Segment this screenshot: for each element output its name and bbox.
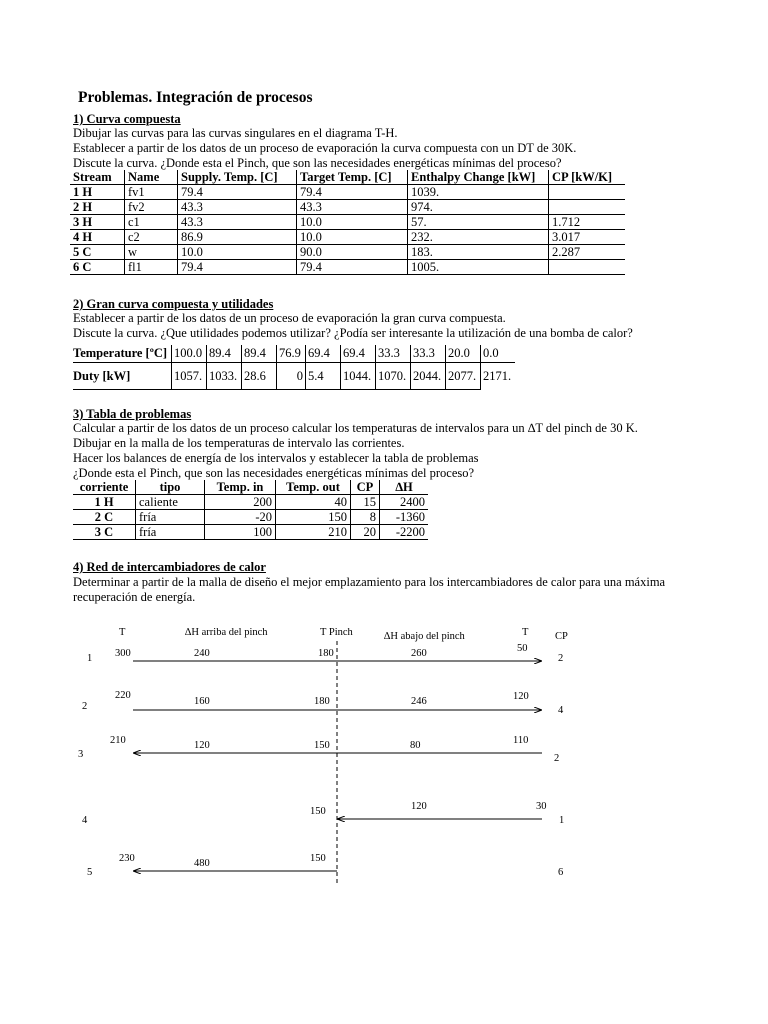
stream-dh-below: 80 bbox=[410, 740, 421, 751]
stream-t-pinch: 150 bbox=[314, 740, 330, 751]
section-1-line: Dibujar las curvas para las curvas singulares en el diagrama T-H. bbox=[73, 126, 398, 140]
table-cell: 2 H bbox=[70, 200, 125, 215]
row-label: Duty [kW] bbox=[73, 363, 172, 390]
col-header: CP [kW/K] bbox=[549, 170, 626, 185]
table-cell: 1044. bbox=[341, 363, 376, 390]
table-cell: 1005. bbox=[408, 260, 549, 275]
table-cell: 183. bbox=[408, 245, 549, 260]
table-cell: 1 H bbox=[70, 185, 125, 200]
table-cell: 76.9 bbox=[277, 345, 306, 363]
grid-header-cp: CP bbox=[555, 631, 568, 642]
col-header: Target Temp. [C] bbox=[297, 170, 408, 185]
col-header: Temp. in bbox=[205, 480, 276, 495]
stream-t-out: 110 bbox=[513, 735, 529, 746]
table-cell: 1070. bbox=[376, 363, 411, 390]
table-cell: 1033. bbox=[207, 363, 242, 390]
table-cell: 1 H bbox=[73, 495, 136, 510]
stream-id: 1 bbox=[87, 653, 93, 664]
col-header: Stream bbox=[70, 170, 125, 185]
grid-header-dh-below: ∆H abajo del pinch bbox=[384, 631, 465, 642]
stream-dh-above: 160 bbox=[194, 696, 210, 707]
section-4-heading: 4) Red de intercambiadores de calor bbox=[73, 560, 266, 574]
stream-id: 5 bbox=[87, 867, 93, 878]
stream-t-pinch: 150 bbox=[310, 806, 326, 817]
table-cell: 10.0 bbox=[297, 215, 408, 230]
table-cell: 2400 bbox=[380, 495, 429, 510]
section-3-heading: 3) Tabla de problemas bbox=[73, 407, 192, 421]
table-cell: 5.4 bbox=[306, 363, 341, 390]
stream-id: 4 bbox=[82, 815, 88, 826]
section-2-line: Discute la curva. ¿Que utilidades podemos utilizar? ¿Podía ser interesante la utilización de una bomba de calor? bbox=[73, 326, 633, 340]
col-header: Supply. Temp. [C] bbox=[178, 170, 297, 185]
stream-dh-below: 120 bbox=[411, 801, 427, 812]
col-header: Name bbox=[125, 170, 178, 185]
table-cell: 43.3 bbox=[297, 200, 408, 215]
table-cell: 1057. bbox=[172, 363, 207, 390]
section-1-heading: 1) Curva compuesta bbox=[73, 112, 181, 126]
col-header: corriente bbox=[73, 480, 136, 495]
table-cell: 89.4 bbox=[242, 345, 277, 363]
col-header: Enthalpy Change [kW] bbox=[408, 170, 549, 185]
section-1-line: Discute la curva. ¿Donde esta el Pinch, que son las necesidades energéticas mínimas del proceso? bbox=[73, 156, 562, 170]
grid-header-t-pinch: T Pinch bbox=[320, 627, 353, 638]
table-cell: 3 C bbox=[73, 525, 136, 540]
stream-cp: 6 bbox=[558, 867, 564, 878]
stream-id: 2 bbox=[82, 701, 88, 712]
table-cell: 86.9 bbox=[178, 230, 297, 245]
stream-t-pinch: 180 bbox=[314, 696, 330, 707]
stream-dh-below: 246 bbox=[411, 696, 427, 707]
col-header: CP bbox=[351, 480, 380, 495]
table-cell: 5 C bbox=[70, 245, 125, 260]
table-cell: c1 bbox=[125, 215, 178, 230]
table-cell: 2 C bbox=[73, 510, 136, 525]
table-cell: 79.4 bbox=[178, 260, 297, 275]
table-cell: fl1 bbox=[125, 260, 178, 275]
table-cell: fv1 bbox=[125, 185, 178, 200]
section-3-line: ¿Donde esta el Pinch, que son las necesidades energéticas mínimas del proceso? bbox=[73, 466, 475, 480]
table-cell: 33.3 bbox=[411, 345, 446, 363]
table-cell: 79.4 bbox=[178, 185, 297, 200]
table-cell: 100.0 bbox=[172, 345, 207, 363]
table-cell: 43.3 bbox=[178, 215, 297, 230]
table-cell: -2200 bbox=[380, 525, 429, 540]
table-cell: 57. bbox=[408, 215, 549, 230]
table-cell: -20 bbox=[205, 510, 276, 525]
col-header: ∆H bbox=[380, 480, 429, 495]
stream-dh-above: 240 bbox=[194, 648, 210, 659]
stream-dh-above: 480 bbox=[194, 858, 210, 869]
section-2-heading: 2) Gran curva compuesta y utilidades bbox=[73, 297, 274, 311]
table-cell: fv2 bbox=[125, 200, 178, 215]
page-title: Problemas. Integración de procesos bbox=[78, 89, 313, 106]
table-cell: 43.3 bbox=[178, 200, 297, 215]
table-cell: 210 bbox=[276, 525, 351, 540]
table-cell: 6 C bbox=[70, 260, 125, 275]
table-cell: 15 bbox=[351, 495, 380, 510]
stream-t-pinch: 180 bbox=[318, 648, 334, 659]
table-cell: 10.0 bbox=[178, 245, 297, 260]
table-cell: -1360 bbox=[380, 510, 429, 525]
table-cell: 33.3 bbox=[376, 345, 411, 363]
table-cell: caliente bbox=[136, 495, 205, 510]
table-cell: 79.4 bbox=[297, 185, 408, 200]
col-header: tipo bbox=[136, 480, 205, 495]
table-cell: 79.4 bbox=[297, 260, 408, 275]
stream-cp: 4 bbox=[558, 705, 564, 716]
table-cell: 0.0 bbox=[481, 345, 516, 363]
table-cell: 40 bbox=[276, 495, 351, 510]
table-cell: fría bbox=[136, 525, 205, 540]
table-cell: c2 bbox=[125, 230, 178, 245]
table-cell: 150 bbox=[276, 510, 351, 525]
table-cell: w bbox=[125, 245, 178, 260]
table-cell: 2.287 bbox=[549, 245, 626, 260]
stream-dh-below: 260 bbox=[411, 648, 427, 659]
stream-t-pinch: 150 bbox=[310, 853, 326, 864]
table-cell: 1.712 bbox=[549, 215, 626, 230]
grid-header-t-left: T bbox=[119, 627, 126, 638]
table-cell: 1039. bbox=[408, 185, 549, 200]
table-cell: 28.6 bbox=[242, 363, 277, 390]
table-cell: 3 H bbox=[70, 215, 125, 230]
stream-t-out: 50 bbox=[517, 643, 528, 654]
table-cell: 69.4 bbox=[306, 345, 341, 363]
table-cell: 2044. bbox=[411, 363, 446, 390]
grid-header-t-right: T bbox=[522, 627, 529, 638]
col-header: Temp. out bbox=[276, 480, 351, 495]
table-cell: 10.0 bbox=[297, 230, 408, 245]
stream-t-in: 230 bbox=[119, 853, 135, 864]
row-label: Temperature [ºC] bbox=[73, 345, 172, 363]
table-cell: 90.0 bbox=[297, 245, 408, 260]
section-4-text: Determinar a partir de la malla de diseño el mejor emplazamiento para los intercambiadores de calor para una máxima recuperación de energía. bbox=[73, 575, 666, 604]
table-cell: 100 bbox=[205, 525, 276, 540]
table-cell: 89.4 bbox=[207, 345, 242, 363]
section-3-line: Calcular a partir de los datos de un proceso calcular los temperaturas de intervalos para un ∆T del pinch de 30 K. bbox=[73, 421, 638, 435]
stream-t-in: 300 bbox=[115, 648, 131, 659]
stream-dh-above: 120 bbox=[194, 740, 210, 751]
table-cell: 4 H bbox=[70, 230, 125, 245]
stream-t-in: 210 bbox=[110, 735, 126, 746]
stream-cp: 2 bbox=[558, 653, 564, 664]
section-2-line: Establecer a partir de los datos de un proceso de evaporación la gran curva compuesta. bbox=[73, 311, 506, 325]
grid-header-dh-above: ∆H arriba del pinch bbox=[185, 627, 268, 638]
table-cell: 0 bbox=[277, 363, 306, 390]
table-cell: 8 bbox=[351, 510, 380, 525]
table-cell: 20.0 bbox=[446, 345, 481, 363]
table-cell: 200 bbox=[205, 495, 276, 510]
table-cell: fría bbox=[136, 510, 205, 525]
table-cell: 3.017 bbox=[549, 230, 626, 245]
table-cell: 69.4 bbox=[341, 345, 376, 363]
stream-t-out: 120 bbox=[513, 691, 529, 702]
table-cell: 2171. bbox=[481, 363, 516, 390]
stream-cp: 1 bbox=[559, 815, 565, 826]
table-cell: 2077. bbox=[446, 363, 481, 390]
section-1-line: Establecer a partir de los datos de un proceso de evaporación la curva compuesta con un DT de 30K. bbox=[73, 141, 577, 155]
stream-t-out: 30 bbox=[536, 801, 547, 812]
table-cell: 20 bbox=[351, 525, 380, 540]
stream-id: 3 bbox=[78, 749, 84, 760]
table-cell: 232. bbox=[408, 230, 549, 245]
table-cell: 974. bbox=[408, 200, 549, 215]
section-3-line: Hacer los balances de energía de los intervalos y establecer la tabla de problemas bbox=[73, 451, 479, 465]
stream-cp: 2 bbox=[554, 753, 560, 764]
stream-t-in: 220 bbox=[115, 690, 131, 701]
section-3-line: Dibujar en la malla de los temperaturas de intervalo las corrientes. bbox=[73, 436, 405, 450]
